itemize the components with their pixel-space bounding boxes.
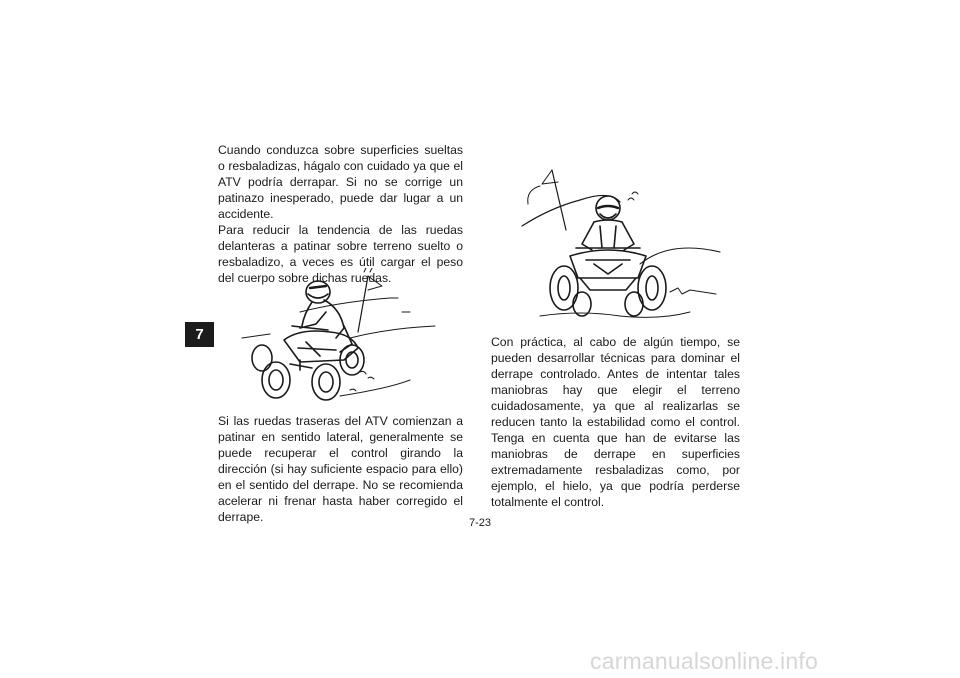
- atv-illustration-front-view: [520, 160, 730, 320]
- left-paragraph-3: Si las ruedas traseras del ATV comienzan a patinar en sentido lateral, generalmente se puede recuperar el control girando la dirección (si hay suficiente espacio para ello) en el sentido del derrape. No se recomienda acelerar ni frenar hasta haber corregido el derrape.: [218, 414, 463, 524]
- watermark-text: carmanualsonline.info: [590, 648, 818, 674]
- right-column: [491, 334, 740, 510]
- left-paragraph-2: Para reducir la tendencia de las ruedas delanteras a patinar sobre terreno suelto o resbaladizo, a veces es útil cargar el peso del cuerpo sobre dichas ruedas.: [218, 223, 463, 285]
- chapter-tab: [185, 322, 214, 347]
- left-column-bottom: [218, 413, 463, 525]
- left-column-top: [218, 142, 463, 286]
- chapter-tab-label: 7: [195, 326, 204, 343]
- atv-illustration-leaning-forward: [240, 268, 440, 402]
- right-paragraph-1: Con práctica, al cabo de algún tiempo, se pueden desarrollar técnicas para dominar el derrape controlado. Antes de intentar tales maniobras hay que elegir el terreno cuidadosamente, ya que al realizarlas se reducen tanto la estabilidad como el control. Tenga en cuenta que han de evitarse las maniobras de derrape en superficies extremadamente resbaladizas como, por ejemplo, el hielo, ya que podría perderse totalmente el control.: [491, 335, 740, 509]
- page-number: 7-23: [468, 517, 492, 529]
- left-paragraph-1: Cuando conduzca sobre superficies sueltas o resbaladizas, hágalo con cuidado ya que el ATV podría derrapar. Si no se corrige un patinazo inesperado, puede dar lugar a un accidente.: [218, 143, 463, 221]
